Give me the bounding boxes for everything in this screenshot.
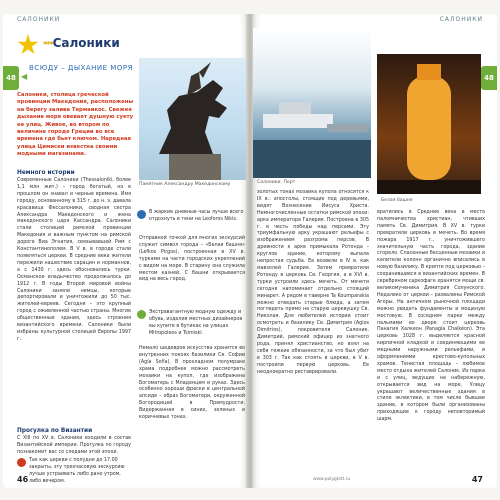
- title-stars: ***: [43, 40, 53, 49]
- photo-caption: Белая башня: [381, 198, 413, 203]
- right-column-2: вратились в Средние века в место паломничества христиан, чтивших память Св. Димитрия. В XV в. турки превратили церковь в мечеть. Во время пожара 1917 г., уничтожившего значительную часть города, здание сгорело. Спасенные бесценные мозаики и капители колонн органично вписались в новую базилику. В крипте под церковью – сохранившиеся в византийских времен. В серебряном саркофаге хранятся мощи св. великомученика Димитрия Солунского. Недалеко от церкви – развалины Римской Агоры. На античном рыночной площади можно увидеть фундаменты и мощеную мостовую. В соседнем парке между пальмами во дворе стоит церковь Панагия Халкеон (Panagía Chalkéon). Эта церковь 1028 г. выделяется красной кирпичной кладкой и соединяющими ее медными наружными рельефами, и оформлениями крестово-купольных храмов. Тенистая площадь – любимое место отдыха жителей Салоник. Из парка и с улиц, ведущих на набережную, открывается вид на море. Улицу украшают величественные здания в стиле эклектики, в том числе бывшее здание, в котором были организованы приходящие к городу неповторимый шарм.: [377, 210, 485, 423]
- page-tab: 48: [3, 66, 19, 90]
- website-url: www.polyglott.ru: [313, 477, 351, 482]
- page-subtitle: ВСЮДУ – ДЫХАНИЕ МОРЯ: [29, 64, 133, 72]
- right-column-1: золотых тонах мозаика купола относится к IX в.: апостолы, стоящие под деревьями, видят Вознесение Иисуса Христа. Немногочисленные остатки римской эпохи: арка императора Галерия. Построена в 305 г. в честь победы над персами. Эту триумфальную арку украшают рельефы с изображением разгрома персов. В древности к арке примыкала Ротонда – круглое здание, которому выпала непростая судьба. Ее возвели в IV в. как мавзолей Галерия. Затем превратили Ротонду в церковь Св. Георгия, а в XVI в. турки устроили здесь мечеть. От мечети сегодня напоминает отдельно стоящий минарет. А рядом в таверне Ta Koumparakia можно отведать старые блюда, а затем поглядеть прямо на старую церквушку Св. Николая. Для любителей истории стоит осмотреть и базилику Св. Димитрия (Agios Dimitrios), покровителя Салоник. Димитрий, римский офицер из знатного рода, принял христианство, но взял на себя тяжкие обязанности, за что был убит в 303 г. Так как стоять в церкви, в V в. построили первую церковь. Ее неоднократно реставрировали.: [257, 190, 369, 375]
- page-number: 46: [17, 475, 29, 484]
- statue-photo: [139, 58, 247, 180]
- info-icon: [17, 458, 26, 467]
- star-icon: [17, 34, 39, 56]
- history-text: Современные Салоники (Thessaloníki, более 1,1 млн жит.) – город богатый, но в прошлом он знавал и черные времена. Имя городу, основанному в 315 г. до н. э. давала красавица Фессалоники, сводная сестра Александра Македонского и жена македонского царя Кассандра. Салоники стали столицей римской провинции Македония и важным пунктом на римской дороге Виа Эгнатия, связывавшей Рим с Константинополем. В V в. в городе стали появляться церкви. В средние века жители пережили нашествие сарацин и норманнов, а с 1430 г. здесь обосновались турки. Османское владычество продолжалось до 1912 г. В годы Второй мировой войны Салоники заняли немцы, которые депортировали и уничтожили до 50 тыс. жителей-евреев. Сегодня – это крупный город с оживленной частью страны. Многие общественные здания, здесь строения византийского времени. Салоники были избраны культурной столицей Европы 1997 г.: [17, 178, 131, 342]
- page-number: 47: [471, 475, 483, 484]
- tip-hot: В жаркие дневные часы лучше всего отдохнуть в тени на Leoforos Nikis.: [149, 210, 244, 222]
- page-tab: 48: [481, 66, 497, 90]
- right-page: [253, 14, 497, 488]
- running-head: САЛОНИКИ: [17, 16, 61, 23]
- title-row: [17, 34, 237, 58]
- lead-paragraph: Салоники, столица греческой провинции Македония, расположены на берегу залива Термаикос. Свежее дыхание моря овевает душную суету ее улиц. Живое, во втором по величине городе Греции во все времена где бьет ключом. Нарядная улица Цимиски известна своими модными магазинами.: [17, 92, 134, 158]
- chevron-left-icon: ◀: [21, 72, 28, 81]
- port-illustration: [253, 28, 371, 178]
- heading-byzantine: Прогулка по Византии: [17, 428, 93, 434]
- photo-caption: Салоники. Порт: [257, 180, 296, 185]
- white-tower-photo: [377, 54, 481, 194]
- tip-extravagant: Экстравагантную модную одежду и обувь, изделия местных дизайнеров вы купите в бутиках на улицах Mitropoleos и Tsimiski.: [149, 310, 243, 336]
- tip-churches: Так как церкви с полудня до 17.00 закрыты, эту трехчасовую экскурсию лучше устраивать либо рано утром, либо вечером.: [29, 458, 125, 484]
- sofia-paragraph: Немало шедевров искусства хранится во внутренних покоях базилики Св. Софии (Agía Sofía). В прохладном полумраке храма подробнее можно рассмотреть мозаики на купол, где изображена Богоматерь с Младенцем и руках. Здесь особенно хороши фрески в центральной апсиде – образ Богоматери, окруженной Богородицей в Премудрости. Видержанная в синих, зеленых и коричневых тонах.: [139, 346, 245, 421]
- running-head: САЛОНИКИ: [439, 16, 483, 23]
- left-page: [3, 14, 247, 488]
- shopping-icon: [137, 310, 146, 319]
- statue-illustration: [139, 58, 247, 180]
- port-photo: [253, 28, 371, 178]
- start-paragraph: Отправной точкой для многих экскурсий служит символ города – «Белая башня» (Lefkos Pírgos), построенная в XV в. турками на части городских укреплений с видом на море. В старину она служила местом казней. С башни открывается вид на весь город.: [139, 236, 245, 283]
- title-text: Салоники: [52, 36, 120, 50]
- sun-icon: [137, 210, 146, 219]
- page-title: [43, 36, 120, 50]
- heading-history: Немного истории: [17, 170, 75, 176]
- byzantine-text: С XIII по XV в. Салоники входили в состав Византийской империи. Прогулка по городу познакомит вас со следами этой эпохи.: [17, 436, 131, 455]
- photo-caption: Памятник Александру Македонскому: [139, 182, 231, 187]
- tower-illustration: [377, 54, 481, 194]
